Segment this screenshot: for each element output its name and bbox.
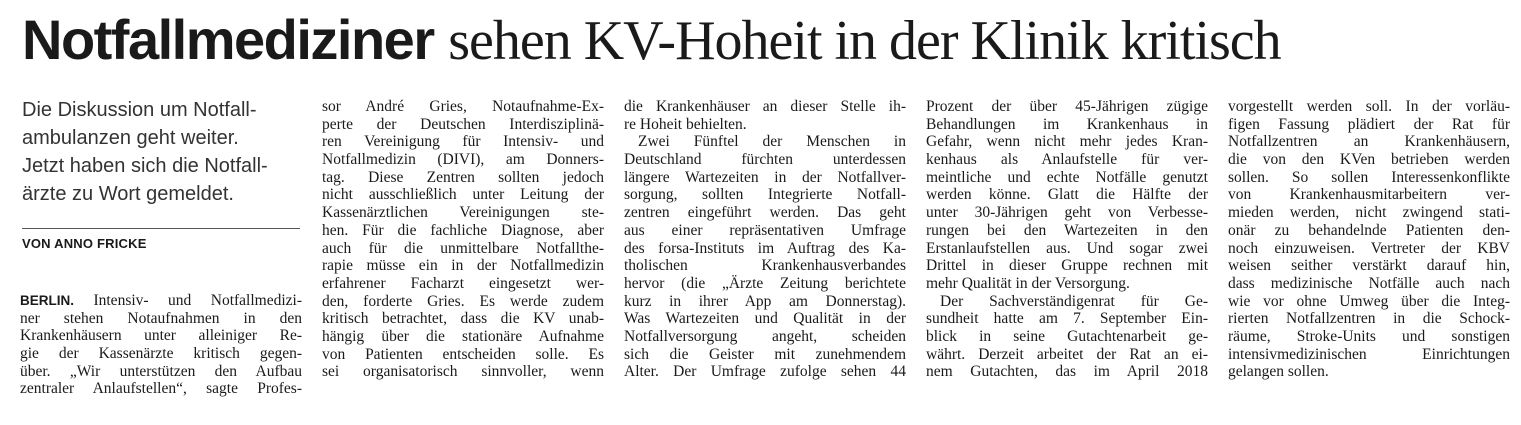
text-line: rapie müsse ein in der Notfallmedizin	[322, 257, 604, 275]
text-line: sundheit hatte am 7. September Ein-	[926, 310, 1208, 328]
text-line: Der Sachverständigenrat für Ge-	[940, 292, 1208, 310]
text-line: Drittel in dieser Gruppe rechnen mit	[926, 257, 1208, 275]
text-line: blick in seine Gutachtenarbeit ge-	[926, 327, 1208, 345]
text-line: vorgestellt werden soll. In der vorläu-	[1228, 98, 1510, 115]
text-line: Alter. Der Umfrage zufolge sehen 44	[624, 363, 906, 381]
text-line: Krankenhäusern unter alleiniger Re-	[20, 327, 302, 345]
text-line: sei organisatorisch sinnvoller, wenn	[322, 363, 604, 381]
text-line: kenhaus als Anlaufstelle für ver-	[926, 151, 1208, 169]
text-line: nem Gutachten, das im April 2018	[926, 363, 1208, 381]
teaser-line: Jetzt haben sich die Notfall-	[22, 155, 268, 177]
text-line: Kassenärztlichen Vereinigungen ste-	[322, 204, 604, 222]
article-column-5	[1228, 98, 1510, 381]
text-line: über. „Wir unterstützen den Aufbau	[20, 362, 302, 380]
teaser-line: ärzte zu Wort gemeldet.	[22, 183, 234, 205]
text-line: rierten Notfallzentren in die Schock-	[1228, 310, 1510, 328]
text-line: Zwei Fünftel der Menschen in	[638, 133, 906, 151]
text-line: die Krankenhäuser an dieser Stelle ih-	[624, 98, 906, 115]
text-line: gelangen sollen.	[1228, 363, 1329, 381]
text-line: Deutschland fürchten unterdessen	[624, 151, 906, 169]
text-line: sich die Geister mit zunehmendem	[624, 345, 906, 363]
article-column-1	[20, 292, 302, 398]
text-line: währt. Derzeit arbeitet der Rat an ei-	[926, 345, 1208, 363]
dateline: BERLIN.	[20, 293, 74, 308]
text-line: von Krankenhausmitarbeitern ver-	[1228, 186, 1510, 204]
text-line: onär zu behandelnde Patienten den-	[1228, 221, 1510, 239]
text-line: intensivmedizinischen Einrichtungen	[1228, 345, 1510, 363]
text-line: hervor (die „Ärzte Zeitung berichtete	[624, 274, 906, 292]
text-line: Notfallversorgung angeht, scheiden	[624, 327, 906, 345]
text-line: mieden werden, nicht zwingend stati-	[1228, 204, 1510, 222]
text-line: sollen. So sollen Interessenkonflikte	[1228, 168, 1510, 186]
text-line: Was Wartezeiten und Qualität in der	[624, 310, 906, 328]
text-line: von Patienten entscheiden solle. Es	[322, 345, 604, 363]
text-line: Notfallzentren an Krankenhäusern,	[1228, 133, 1510, 151]
text-line: wie vor ohne Umweg über die Integ-	[1228, 292, 1510, 310]
text-line: zentraler Anlaufstellen“, sagte Profes-	[20, 380, 302, 398]
teaser-line: ambulanzen geht weiter.	[22, 127, 239, 149]
text-line: werden könne. Glatt die Hälfte der	[926, 186, 1208, 204]
headline-bold: Notfallmediziner	[22, 8, 434, 71]
text-line: tag. Diese Zentren sollten jedoch	[322, 168, 604, 186]
text-line: längere Wartezeiten in der Notfallver-	[624, 168, 906, 186]
headline-rest: sehen KV-Hoheit in der Klinik kritisch	[448, 10, 1281, 72]
text-line: hängig über die stationäre Aufnahme	[322, 327, 604, 345]
text-line: dass medizinische Notfälle auch nach	[1228, 274, 1510, 292]
text-line: ner stehen Notaufnahmen in den	[20, 309, 302, 327]
text-line: sorgung, sollten Integrierte Notfall-	[624, 186, 906, 204]
text-line: rungen bei den Wartezeiten in den	[926, 221, 1208, 239]
text-line: erfahrener Facharzt eingesetzt wer-	[322, 274, 604, 292]
text-fragment: Intensiv- und Notfallmedizi-	[93, 292, 302, 309]
text-line: nicht ausschließlich unter Leitung der	[322, 186, 604, 204]
text-line: unter 30-Jährigen geht von Verbesse-	[926, 204, 1208, 222]
text-line: kritisch betrachtet, dass die KV unab-	[322, 310, 604, 328]
teaser	[22, 96, 302, 208]
article-column-2	[322, 98, 604, 381]
text-line: noch einzuweisen. Vertreter der KBV	[1228, 239, 1510, 257]
text-line: Behandlungen im Krankenhaus in	[926, 115, 1208, 133]
text-line: den, forderte Gries. Es werde zudem	[322, 292, 604, 310]
text-line: aus einer repräsentativen Umfrage	[624, 221, 906, 239]
text-line: weisen seither verstärkt darauf hin,	[1228, 257, 1510, 275]
text-line: re Hoheit behielten.	[624, 115, 747, 133]
text-line: Gefahr, wenn nicht mehr jedes Kran-	[926, 133, 1208, 151]
text-line: zentren eingeführt werden. Das geht	[624, 204, 906, 222]
text-line: Erstanlaufstellen aus. Und sogar zwei	[926, 239, 1208, 257]
article-column-4	[926, 98, 1208, 381]
byline-rule	[22, 228, 300, 229]
article-column-3	[624, 98, 906, 381]
text-line: Prozent der über 45-Jährigen zügige	[926, 98, 1208, 115]
text-line: des forsa-Instituts im Auftrag des Ka-	[624, 239, 906, 257]
text-line: perte der Deutschen Interdisziplinä-	[322, 115, 604, 133]
text-line: Notfallmedizin (DIVI), am Donners-	[322, 151, 604, 169]
text-line: tholischen Krankenhausverbandes	[624, 257, 906, 275]
text-line: meintliche und echte Notfälle genutzt	[926, 168, 1208, 186]
text-line: mehr Qualität in der Versorgung.	[926, 274, 1130, 292]
text-line: räume, Stroke-Units und sonstigen	[1228, 327, 1510, 345]
text-line: die von den KVen betrieben werden	[1228, 151, 1510, 169]
text-line: gie der Kassenärzte kritisch gegen-	[20, 345, 302, 363]
text-line: hen. Für die fachliche Diagnose, aber	[322, 221, 604, 239]
text-line: ren Vereinigung für Intensiv- und	[322, 133, 604, 151]
headline	[22, 2, 1512, 78]
teaser-line: Die Diskussion um Notfall-	[22, 99, 257, 121]
byline: VON ANNO FRICKE	[22, 236, 147, 251]
text-line: sor André Gries, Notaufnahme-Ex-	[322, 98, 604, 115]
text-line: kurz in ihrer App am Donnerstag).	[624, 292, 906, 310]
text-line: figen Fassung plädiert der Rat für	[1228, 115, 1510, 133]
text-line	[20, 292, 302, 310]
text-line: auch für die unmittelbare Notfallthe-	[322, 239, 604, 257]
